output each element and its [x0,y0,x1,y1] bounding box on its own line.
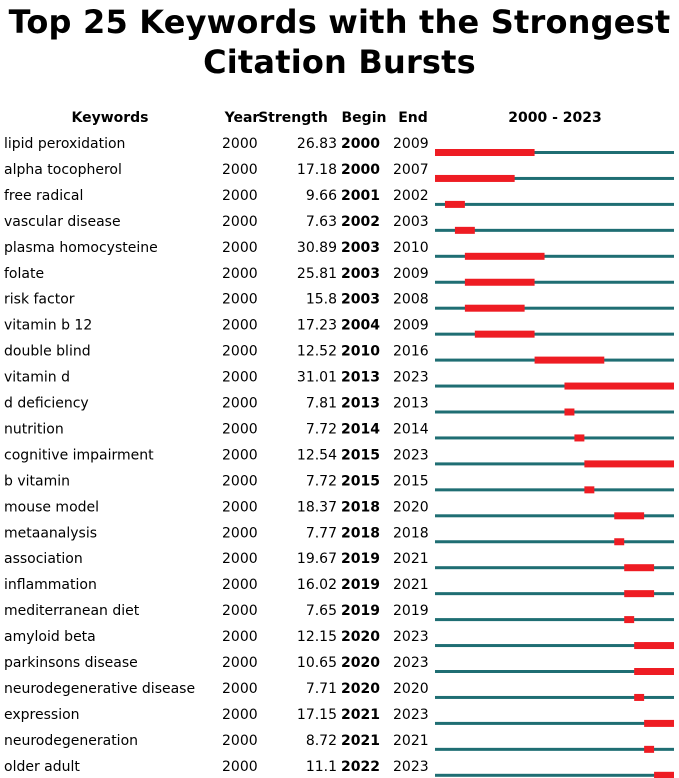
end-cell: 2023 [393,758,429,775]
burst-row [4,292,674,312]
header-begin: Begin [341,110,387,126]
burst-row [4,577,674,597]
keyword-label: older adult [4,758,80,775]
burst-bar [654,772,674,778]
keyword-label: neurodegeneration [4,732,139,749]
year-cell: 2000 [222,161,258,178]
keyword-label: amyloid beta [4,629,96,646]
end-cell: 2009 [393,265,429,282]
end-cell: 2002 [393,187,429,204]
begin-cell: 2019 [341,603,380,620]
strength-cell: 17.18 [296,161,337,178]
end-cell: 2021 [393,732,429,749]
keyword-label: d deficiency [4,395,89,412]
keyword-label: mouse model [4,499,100,516]
begin-cell: 2018 [341,525,380,542]
begin-cell: 2003 [341,239,380,256]
header-strength: Strength [258,110,328,126]
keyword-label: vitamin d [4,369,70,386]
year-cell: 2000 [222,706,258,723]
keyword-label: parkinsons disease [4,655,138,671]
burst-bar [455,227,475,234]
timeline-line [435,333,674,336]
burst-bar [475,331,535,338]
timeline-line [435,436,674,439]
keyword-label: association [4,551,83,568]
begin-cell: 2021 [341,732,380,749]
begin-cell: 2013 [341,395,380,412]
header-keywords: Keywords [71,110,149,126]
end-cell: 2020 [393,680,429,697]
end-cell: 2007 [393,161,429,178]
burst-bar [634,642,674,649]
keyword-label: plasma homocysteine [4,239,158,256]
keyword-label: neurodegenerative disease [4,680,196,697]
timeline-line [435,203,674,206]
year-cell: 2000 [222,655,258,671]
burst-bar [465,305,525,312]
year-cell: 2000 [222,499,258,516]
begin-cell: 2010 [341,343,380,360]
year-cell: 2000 [222,732,258,749]
strength-cell: 31.01 [296,369,337,386]
burst-row [4,188,674,208]
begin-cell: 2019 [341,551,380,568]
burst-row [4,318,674,338]
timeline-line [435,722,674,725]
year-cell: 2000 [222,629,258,646]
chart-title-line-1: Top 25 Keywords with the Strongest [8,3,671,41]
end-cell: 2023 [393,629,429,646]
year-cell: 2000 [222,291,258,308]
begin-cell: 2018 [341,499,380,516]
timeline-line [435,411,674,414]
burst-rows [4,136,674,778]
burst-bar [445,201,465,208]
burst-bar [465,253,545,260]
keyword-label: cognitive impairment [4,447,154,464]
year-cell: 2000 [222,758,258,775]
keyword-label: double blind [4,343,91,360]
burst-bar [624,564,654,571]
begin-cell: 2022 [341,758,380,775]
year-cell: 2000 [222,317,258,334]
burst-row [4,162,674,182]
burst-row [4,655,674,675]
chart-title-line-2: Citation Bursts [203,43,476,81]
burst-bar [584,460,674,467]
begin-cell: 2019 [341,577,380,594]
begin-cell: 2001 [341,187,380,204]
end-cell: 2018 [393,525,429,542]
burst-row [4,499,674,519]
burst-row [4,681,674,701]
begin-cell: 2021 [341,706,380,723]
end-cell: 2013 [393,395,429,412]
timeline-line [435,540,674,543]
strength-cell: 11.1 [305,758,337,775]
end-cell: 2023 [393,706,429,723]
end-cell: 2009 [393,136,429,152]
end-cell: 2003 [393,213,429,230]
year-cell: 2000 [222,395,258,412]
header-end: End [398,110,428,126]
keyword-label: risk factor [4,291,75,308]
strength-cell: 17.23 [296,317,337,334]
end-cell: 2014 [393,421,429,438]
strength-cell: 19.67 [296,551,337,568]
strength-cell: 10.65 [296,655,337,671]
end-cell: 2009 [393,317,429,334]
begin-cell: 2003 [341,265,380,282]
year-cell: 2000 [222,680,258,697]
strength-cell: 25.81 [296,265,337,282]
burst-row [4,370,674,390]
keyword-label: lipid peroxidation [4,136,126,152]
timeline-line [435,618,674,621]
keyword-label: nutrition [4,421,64,438]
year-cell: 2000 [222,525,258,542]
begin-cell: 2013 [341,369,380,386]
year-cell: 2000 [222,343,258,360]
end-cell: 2019 [393,603,429,620]
header-year: Year [224,110,260,126]
burst-bar [584,486,594,493]
year-cell: 2000 [222,603,258,620]
year-cell: 2000 [222,136,258,152]
strength-cell: 7.72 [305,473,337,490]
burst-bar [574,434,584,441]
keyword-label: free radical [4,187,84,204]
begin-cell: 2020 [341,655,380,671]
end-cell: 2023 [393,655,429,671]
end-cell: 2023 [393,369,429,386]
strength-cell: 7.77 [305,525,337,542]
year-cell: 2000 [222,213,258,230]
keyword-label: mediterranean diet [4,603,140,620]
burst-bar [564,409,574,416]
burst-row [4,344,674,364]
burst-row [4,603,674,623]
year-cell: 2000 [222,265,258,282]
begin-cell: 2002 [341,213,380,230]
strength-cell: 7.65 [305,603,337,620]
burst-row [4,421,674,441]
strength-cell: 26.83 [296,136,337,152]
timeline-line [435,488,674,491]
burst-bar [465,279,535,286]
timeline-line [435,774,674,777]
burst-bar [634,694,644,701]
strength-cell: 18.37 [296,499,337,516]
strength-cell: 7.71 [305,680,337,697]
begin-cell: 2003 [341,291,380,308]
burst-bar [614,512,644,519]
year-cell: 2000 [222,369,258,386]
begin-cell: 2014 [341,421,380,438]
burst-bar [624,616,634,623]
strength-cell: 7.81 [305,395,337,412]
burst-row [4,240,674,260]
strength-cell: 12.52 [296,343,337,360]
end-cell: 2023 [393,447,429,464]
year-cell: 2000 [222,447,258,464]
burst-row [4,551,674,571]
begin-cell: 2015 [341,447,380,464]
keyword-label: metaanalysis [4,525,98,542]
burst-row [4,396,674,416]
burst-bar [634,668,674,675]
timeline-line [435,748,674,751]
burst-row [4,136,674,156]
end-cell: 2015 [393,473,429,490]
burst-row [4,707,674,727]
keyword-label: folate [4,265,45,282]
begin-cell: 2000 [341,161,380,178]
keyword-label: alpha tocopherol [4,161,122,178]
keyword-label: inflammation [4,577,97,594]
end-cell: 2021 [393,577,429,594]
burst-bar [564,383,674,390]
strength-cell: 17.15 [296,706,337,723]
burst-row [4,266,674,286]
strength-cell: 8.72 [305,732,337,749]
burst-bar [624,590,654,597]
year-cell: 2000 [222,187,258,204]
header-row [71,110,601,126]
burst-row [4,629,674,649]
keyword-label: b vitamin [4,473,70,490]
burst-bar [435,175,515,182]
burst-bar [535,357,605,364]
begin-cell: 2020 [341,629,380,646]
strength-cell: 30.89 [296,239,337,256]
burst-row [4,759,674,778]
keyword-label: vitamin b 12 [4,317,93,334]
begin-cell: 2004 [341,317,380,334]
burst-row [4,473,674,493]
end-cell: 2020 [393,499,429,516]
keyword-label: vascular disease [4,213,121,230]
burst-row [4,525,674,545]
strength-cell: 15.8 [305,291,337,308]
end-cell: 2016 [393,343,429,360]
end-cell: 2021 [393,551,429,568]
year-cell: 2000 [222,577,258,594]
keyword-label: expression [4,706,80,723]
strength-cell: 7.63 [305,213,337,230]
begin-cell: 2020 [341,680,380,697]
year-cell: 2000 [222,239,258,256]
year-cell: 2000 [222,551,258,568]
strength-cell: 16.02 [296,577,337,594]
burst-row [4,214,674,234]
header-range: 2000 - 2023 [508,110,602,126]
burst-row [4,447,674,467]
begin-cell: 2000 [341,136,380,152]
year-cell: 2000 [222,473,258,490]
end-cell: 2010 [393,239,429,256]
burst-bar [614,538,624,545]
burst-bar [435,149,535,156]
strength-cell: 7.72 [305,421,337,438]
strength-cell: 9.66 [305,187,337,204]
strength-cell: 12.54 [296,447,337,464]
burst-bar [644,746,654,753]
burst-row [4,733,674,753]
burst-bar [644,720,674,727]
end-cell: 2008 [393,291,429,308]
strength-cell: 12.15 [296,629,337,646]
begin-cell: 2015 [341,473,380,490]
year-cell: 2000 [222,421,258,438]
